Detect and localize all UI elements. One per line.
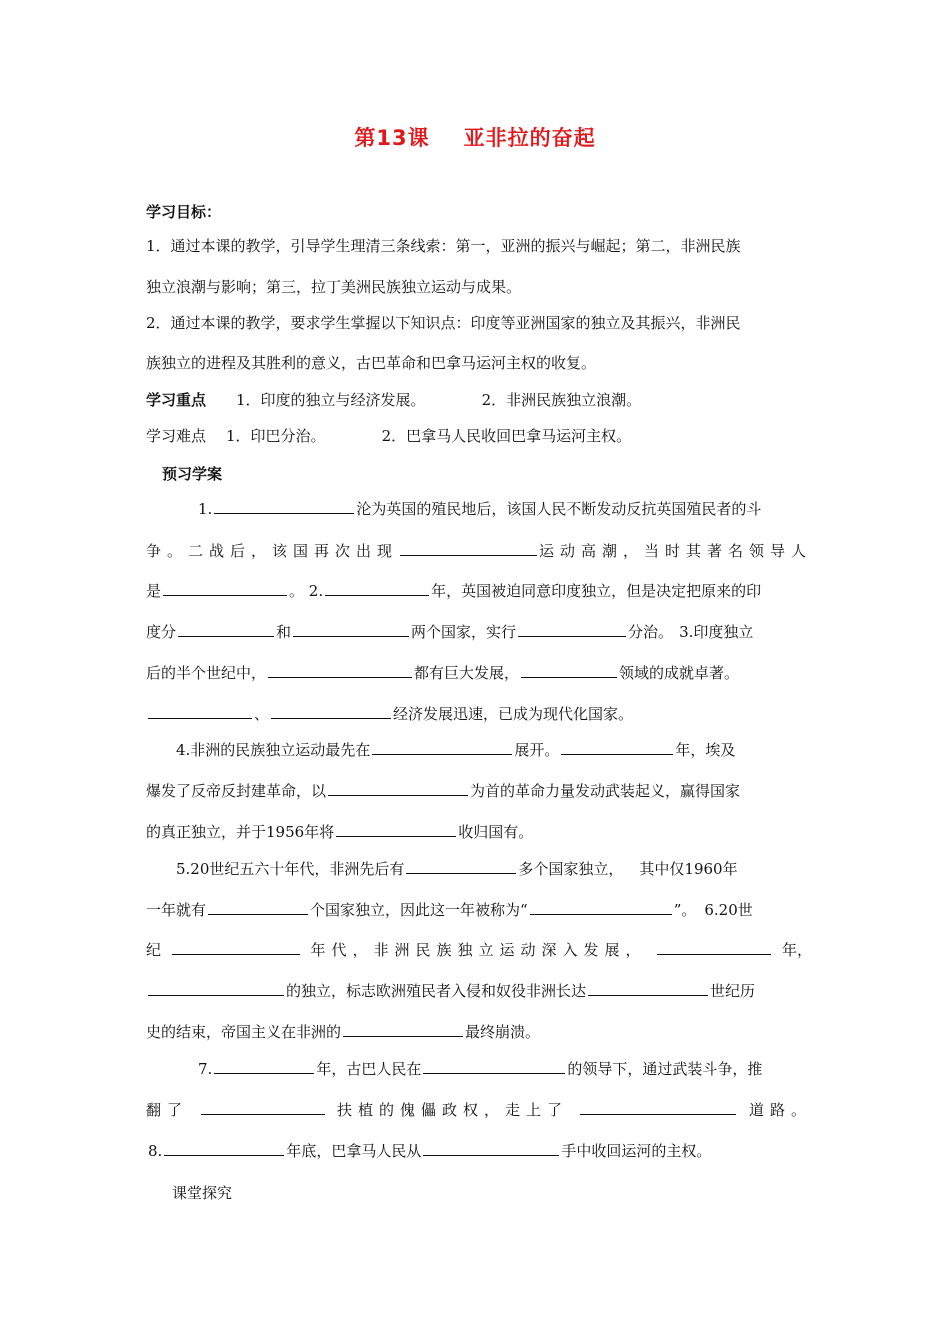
lesson-number: 第13课 (354, 126, 430, 150)
q5-text-6: ”。 (673, 901, 697, 919)
q6-text: 纪 (146, 941, 162, 959)
question-8 (148, 1141, 711, 1161)
answer-blank[interactable] (214, 1059, 314, 1074)
objective-2-line-1: 2．通过本课的教学，要求学生掌握以下知识点：印度等亚洲国家的独立及其振兴，非洲民 (146, 314, 741, 332)
q4-text-4: 爆发了反帝反封建革命，以 (146, 782, 327, 800)
q6-text-4: 的独立，标志欧洲殖民者入侵和奴役非洲长达 (286, 982, 587, 1000)
answer-blank[interactable] (400, 541, 537, 556)
q3-text-3: 领域的成就卓著。 (619, 664, 740, 682)
q7-text-5: 道路。 (748, 1101, 812, 1119)
q8-text-2: 手中收回运河的主权。 (561, 1142, 712, 1160)
answer-blank[interactable] (518, 622, 626, 637)
q3-number: 3.印度独立 (679, 623, 754, 641)
difficulty-point-1: 1．印巴分治。 (226, 427, 326, 445)
q2-text: 年，英国被迫同意印度独立，但是决定把原来的印 (431, 582, 762, 600)
q2-text-5: 分治。 (628, 623, 674, 641)
answer-blank[interactable] (271, 704, 391, 719)
difficulty-row (146, 426, 631, 446)
answer-blank[interactable] (172, 940, 300, 955)
q5-text: 5.20世纪五六十年代，非洲先后有 (176, 860, 405, 878)
q6-text-2: 年代，非洲民族独立运动深入发展， (310, 941, 647, 959)
answer-blank[interactable] (325, 581, 429, 596)
focus-point-2: 2．非洲民族独立浪潮。 (481, 391, 642, 409)
focus-row (146, 390, 641, 410)
answer-blank[interactable] (372, 740, 512, 755)
q3-text-5: 经济发展迅速，已成为现代化国家。 (393, 705, 634, 723)
question-1-line-1 (198, 499, 761, 519)
q1-text: 沦为英国的殖民地后，该国人民不断发动反抗英国殖民者的斗 (356, 500, 762, 518)
q1-text-3: 运动高潮，当时其著名领导人 (538, 542, 812, 560)
q6-text-6: 史的结束，帝国主义在非洲的 (146, 1023, 342, 1041)
answer-blank[interactable] (521, 663, 617, 678)
answer-blank[interactable] (148, 704, 252, 719)
q5-text-3: 其中仅1960年 (639, 860, 738, 878)
difficulty-label: 学习难点 (146, 427, 207, 445)
q7-number: 7. (198, 1060, 213, 1078)
preview-heading: 预习学案 (162, 465, 223, 483)
q3-text: 后的半个世纪中， (146, 664, 267, 682)
answer-blank[interactable] (268, 663, 412, 678)
focus-label: 学习重点 (146, 391, 207, 409)
objectives-heading: 学习目标： (146, 203, 222, 221)
q6-text-5: 世纪历 (710, 982, 756, 1000)
difficulty-point-2: 2．巴拿马人民收回巴拿马运河主权。 (381, 427, 632, 445)
q1-text-2: 争。二战后，该国再次出现 (146, 542, 399, 560)
q3-text-2: 都有巨大发展， (414, 664, 520, 682)
q6-text-7: 最终崩溃。 (465, 1023, 541, 1041)
classroom-heading: 课堂探究 (172, 1184, 233, 1202)
question-4-line-1 (176, 740, 735, 760)
q8-number: 8. (148, 1142, 163, 1160)
q3-text-4: 、 (254, 705, 270, 723)
answer-blank[interactable] (343, 1022, 463, 1037)
question-4-line-2 (146, 781, 740, 801)
q5-text-4: 一年就有 (146, 901, 207, 919)
page-title (0, 122, 950, 152)
q4-text-7: 收归国有。 (458, 823, 534, 841)
question-7-line-2 (146, 1100, 812, 1120)
answer-blank[interactable] (423, 1141, 559, 1156)
answer-blank[interactable] (208, 900, 308, 915)
question-6-line-1 (146, 940, 812, 960)
q1-number: 1. (198, 500, 213, 518)
answer-blank[interactable] (530, 900, 672, 915)
q4-text-3: 年，埃及 (675, 741, 736, 759)
q7-text-3: 翻了 (146, 1101, 189, 1119)
q2-text-3: 和 (276, 623, 292, 641)
answer-blank[interactable] (148, 981, 284, 996)
q6-number: 6.20世 (704, 901, 753, 919)
answer-blank[interactable] (336, 822, 456, 837)
question-5-line-1 (176, 859, 738, 879)
q1-text-4: 是 (146, 582, 162, 600)
answer-blank[interactable] (293, 622, 409, 637)
q7-text-4: 扶植的傀儡政权，走上了 (336, 1101, 568, 1119)
objective-2-line-2: 族独立的进程及其胜利的意义，古巴革命和巴拿马运河主权的收复。 (146, 354, 597, 372)
answer-blank[interactable] (406, 859, 516, 874)
question-5-line-2 (146, 900, 753, 920)
answer-blank[interactable] (588, 981, 708, 996)
answer-blank[interactable] (214, 499, 354, 514)
q8-text: 年底，巴拿马人民从 (286, 1142, 422, 1160)
q2-text-4: 两个国家，实行 (411, 623, 517, 641)
lesson-name: 亚非拉的奋起 (463, 126, 596, 150)
answer-blank[interactable] (328, 781, 468, 796)
question-3-line-2 (146, 704, 633, 724)
question-1-line-2 (146, 541, 812, 561)
q6-text-3: 年， (781, 941, 812, 959)
objective-1-line-2: 独立浪潮与影响；第三，拉丁美洲民族独立运动与成果。 (146, 278, 522, 296)
question-6-line-2 (146, 981, 755, 1001)
q2-number: 。 2. (289, 582, 324, 600)
answer-blank[interactable] (163, 581, 287, 596)
answer-blank[interactable] (580, 1100, 736, 1115)
q7-text-2: 的领导下，通过武装斗争，推 (567, 1060, 763, 1078)
q4-text: 4.非洲的民族独立运动最先在 (176, 741, 371, 759)
q7-text: 年，古巴人民在 (316, 1060, 422, 1078)
question-2-line-1 (146, 581, 761, 601)
question-4-line-3 (146, 822, 533, 842)
answer-blank[interactable] (657, 940, 771, 955)
focus-point-1: 1．印度的独立与经济发展。 (236, 391, 426, 409)
q4-text-6: 的真正独立，并于1956年将 (146, 823, 335, 841)
q5-text-2: 多个国家独立， (518, 860, 624, 878)
answer-blank[interactable] (164, 1141, 284, 1156)
question-3-line-1 (146, 663, 739, 683)
answer-blank[interactable] (423, 1059, 565, 1074)
objective-1-line-1: 1．通过本课的教学，引导学生理清三条线索：第一，亚洲的振兴与崛起；第二，非洲民族 (146, 237, 741, 255)
question-2-line-2 (146, 622, 753, 642)
q5-text-5: 个国家独立，因此这一年被称为“ (310, 901, 528, 919)
question-7-line-1 (198, 1059, 762, 1079)
question-6-line-3 (146, 1022, 540, 1042)
answer-blank[interactable] (201, 1100, 325, 1115)
q4-text-5: 为首的革命力量发动武装起义，赢得国家 (470, 782, 741, 800)
q2-text-2: 度分 (146, 623, 177, 641)
q4-text-2: 展开。 (514, 741, 560, 759)
answer-blank[interactable] (561, 740, 673, 755)
answer-blank[interactable] (178, 622, 274, 637)
